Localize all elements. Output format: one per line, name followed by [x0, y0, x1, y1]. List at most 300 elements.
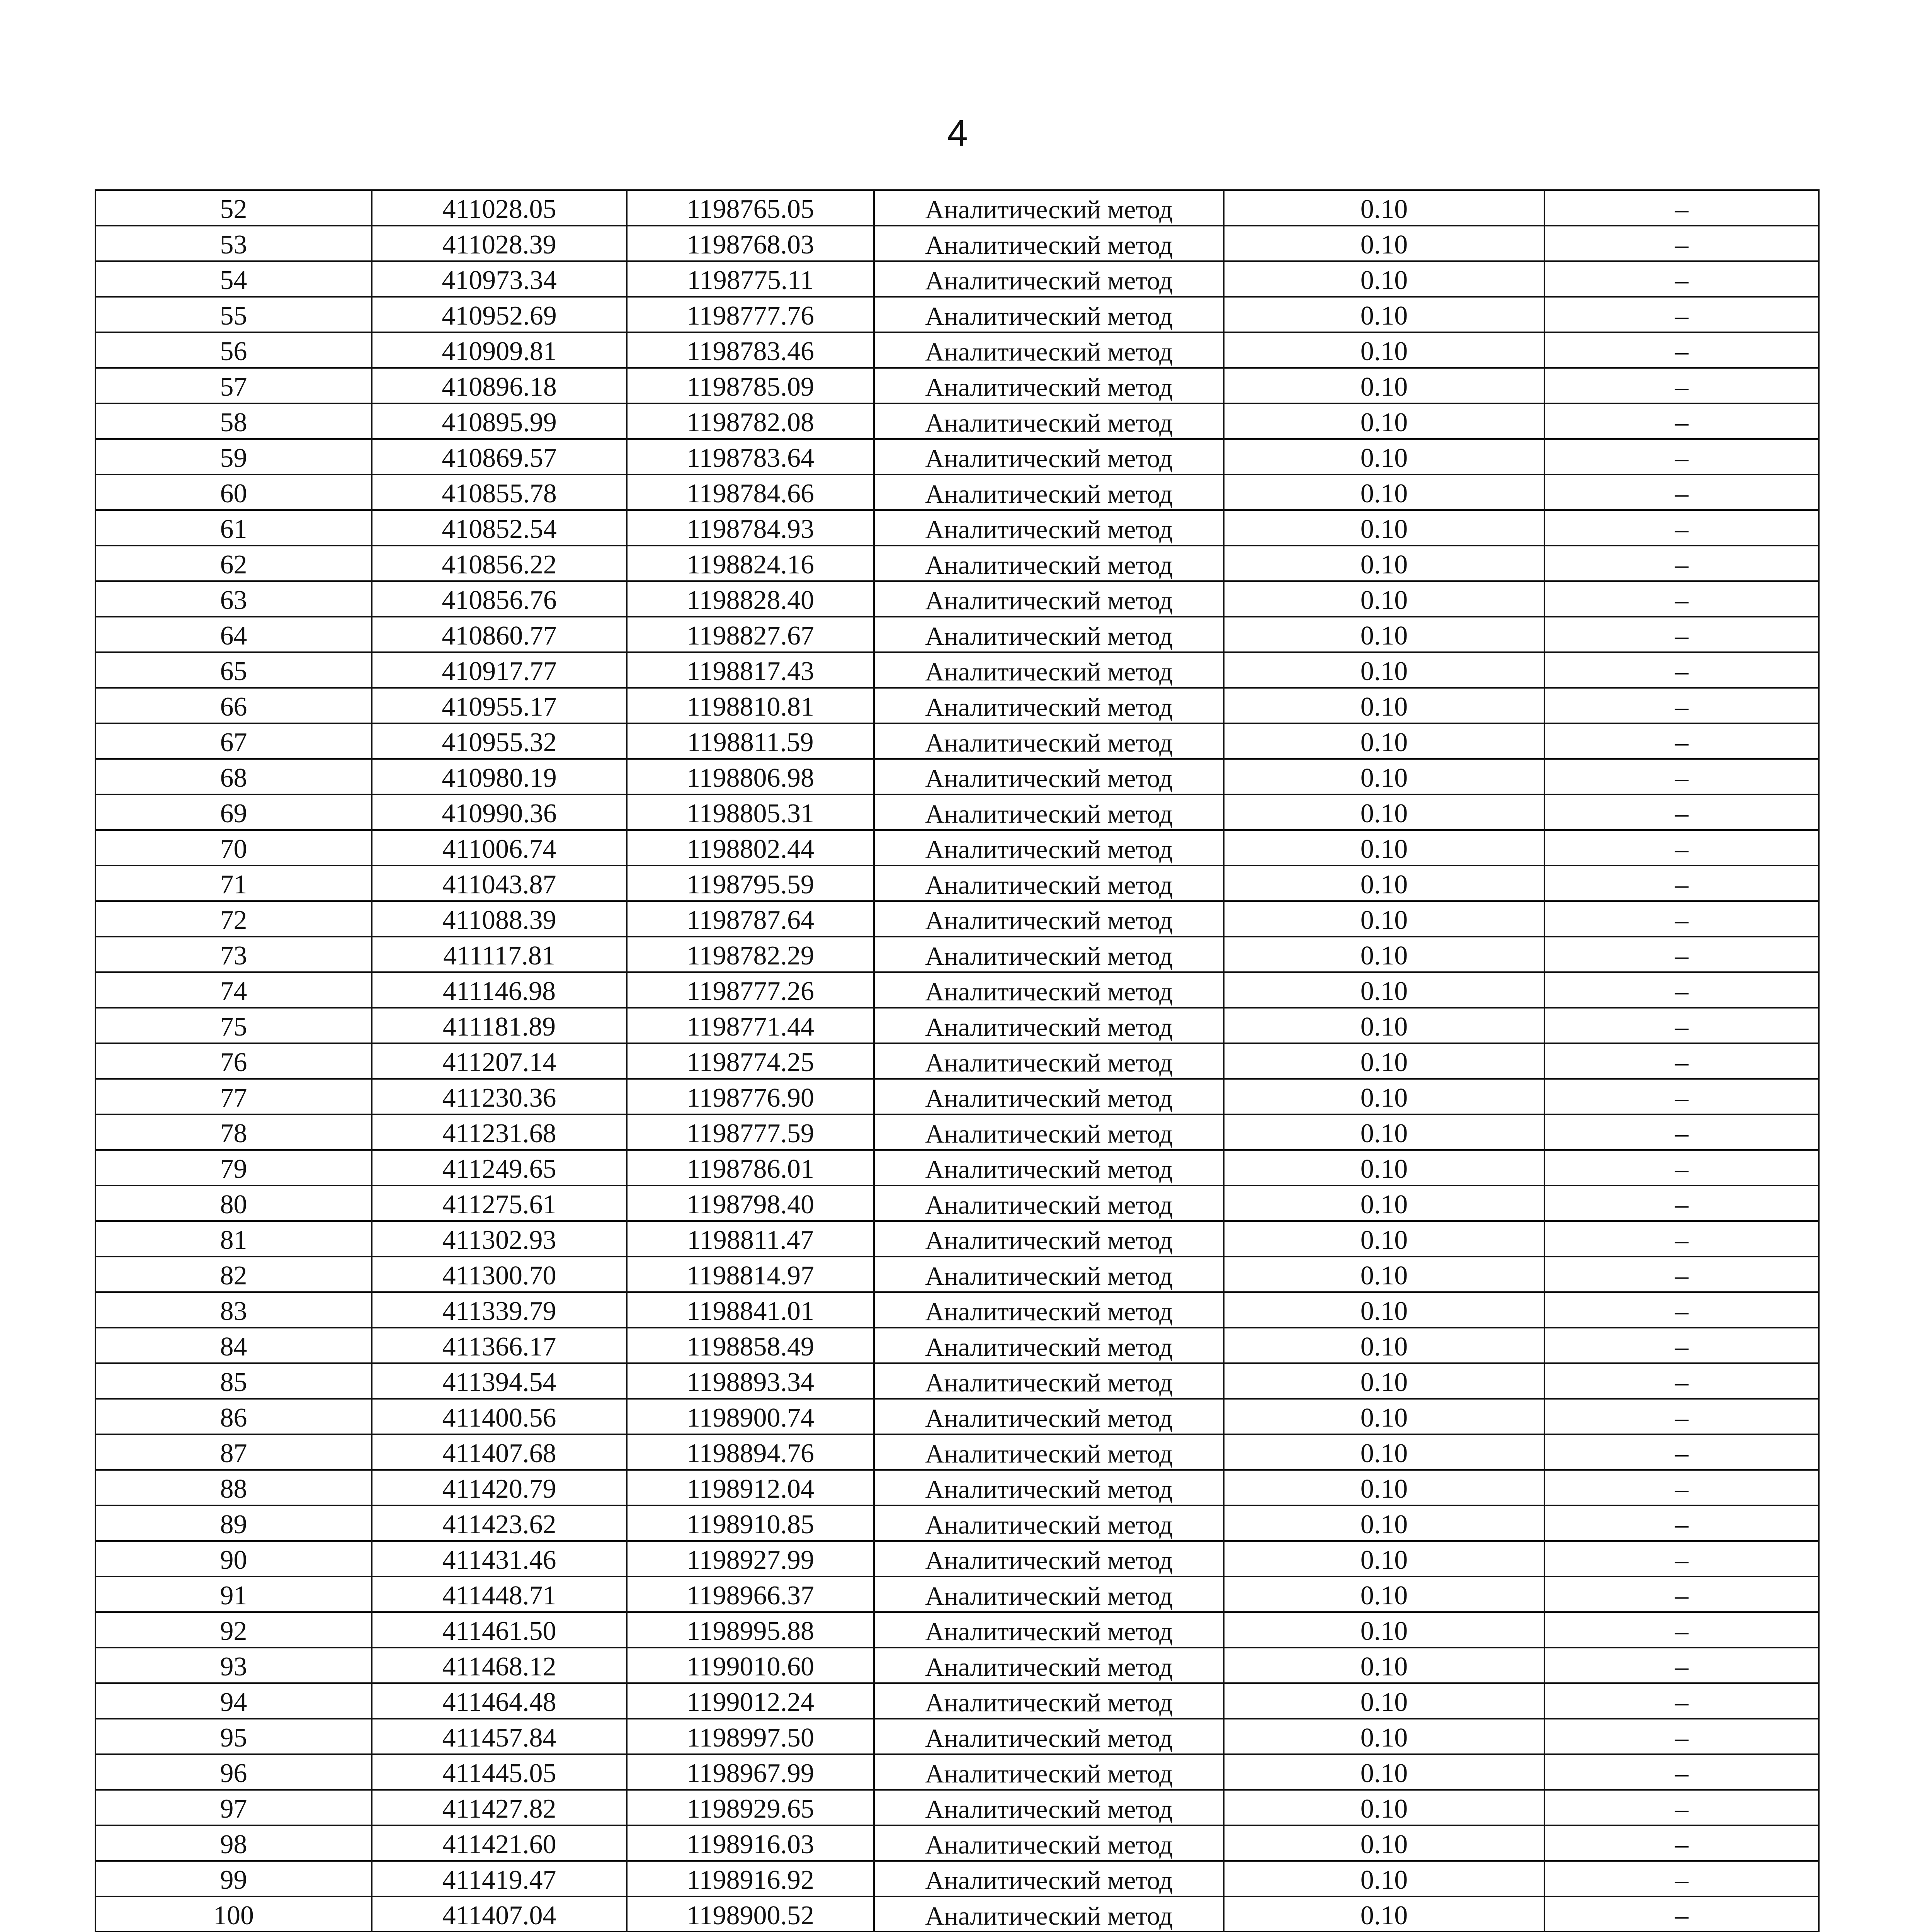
cell-coordinate-x: 411419.47	[372, 1861, 627, 1896]
cell-coordinate-x: 410955.32	[372, 723, 627, 759]
cell-method: Аналитический метод	[874, 1825, 1224, 1861]
cell-point-number: 72	[95, 901, 372, 937]
table-row	[95, 972, 1819, 1008]
table-row	[95, 439, 1819, 474]
cell-method: Аналитический метод	[874, 1079, 1224, 1114]
cell-point-number: 52	[95, 190, 372, 226]
cell-coordinate-x: 411420.79	[372, 1470, 627, 1505]
table-row	[95, 688, 1819, 723]
cell-method: Аналитический метод	[874, 1541, 1224, 1577]
table-row	[95, 1114, 1819, 1150]
cell-accuracy: 0.10	[1224, 546, 1544, 581]
cell-coordinate-x: 411366.17	[372, 1328, 627, 1363]
cell-point-number: 89	[95, 1505, 372, 1541]
cell-coordinate-y: 1198776.90	[627, 1079, 874, 1114]
table-row	[95, 652, 1819, 688]
cell-accuracy: 0.10	[1224, 937, 1544, 972]
cell-accuracy: 0.10	[1224, 1363, 1544, 1399]
page-number: 4	[947, 112, 968, 154]
table-row	[95, 1790, 1819, 1825]
cell-coordinate-y: 1198912.04	[627, 1470, 874, 1505]
cell-point-number: 93	[95, 1648, 372, 1683]
cell-coordinate-y: 1199010.60	[627, 1648, 874, 1683]
cell-accuracy: 0.10	[1224, 1825, 1544, 1861]
cell-point-number: 66	[95, 688, 372, 723]
cell-coordinate-y: 1198805.31	[627, 794, 874, 830]
cell-point-number: 65	[95, 652, 372, 688]
table-row	[95, 1079, 1819, 1114]
cell-method: Аналитический метод	[874, 546, 1224, 581]
table-row	[95, 474, 1819, 510]
cell-coordinate-y: 1198858.49	[627, 1328, 874, 1363]
cell-accuracy: 0.10	[1224, 1114, 1544, 1150]
cell-accuracy: 0.10	[1224, 332, 1544, 368]
cell-note: –	[1544, 1790, 1819, 1825]
cell-accuracy: 0.10	[1224, 617, 1544, 652]
cell-note: –	[1544, 1541, 1819, 1577]
cell-method: Аналитический метод	[874, 1861, 1224, 1896]
cell-coordinate-y: 1198785.09	[627, 368, 874, 403]
cell-coordinate-x: 410852.54	[372, 510, 627, 546]
cell-accuracy: 0.10	[1224, 1043, 1544, 1079]
cell-accuracy: 0.10	[1224, 723, 1544, 759]
cell-point-number: 61	[95, 510, 372, 546]
cell-coordinate-y: 1198774.25	[627, 1043, 874, 1079]
coordinates-table	[95, 189, 1820, 1932]
cell-note: –	[1544, 1079, 1819, 1114]
cell-coordinate-y: 1198782.29	[627, 937, 874, 972]
table-row	[95, 901, 1819, 937]
cell-method: Аналитический метод	[874, 474, 1224, 510]
cell-method: Аналитический метод	[874, 1577, 1224, 1612]
table-row	[95, 830, 1819, 866]
cell-method: Аналитический метод	[874, 1505, 1224, 1541]
cell-coordinate-x: 411146.98	[372, 972, 627, 1008]
table-row	[95, 1008, 1819, 1043]
cell-point-number: 69	[95, 794, 372, 830]
cell-coordinate-x: 411006.74	[372, 830, 627, 866]
cell-note: –	[1544, 937, 1819, 972]
cell-coordinate-y: 1198841.01	[627, 1292, 874, 1328]
cell-accuracy: 0.10	[1224, 1541, 1544, 1577]
cell-coordinate-x: 411117.81	[372, 937, 627, 972]
cell-method: Аналитический метод	[874, 403, 1224, 439]
cell-coordinate-y: 1198784.66	[627, 474, 874, 510]
cell-coordinate-y: 1198900.74	[627, 1399, 874, 1434]
cell-coordinate-y: 1198810.81	[627, 688, 874, 723]
cell-note: –	[1544, 1612, 1819, 1648]
cell-coordinate-x: 411468.12	[372, 1648, 627, 1683]
cell-note: –	[1544, 1185, 1819, 1221]
cell-coordinate-x: 410909.81	[372, 332, 627, 368]
cell-method: Аналитический метод	[874, 759, 1224, 794]
cell-coordinate-y: 1198967.99	[627, 1754, 874, 1790]
cell-note: –	[1544, 510, 1819, 546]
cell-accuracy: 0.10	[1224, 510, 1544, 546]
cell-note: –	[1544, 1434, 1819, 1470]
cell-coordinate-x: 411230.36	[372, 1079, 627, 1114]
cell-accuracy: 0.10	[1224, 1470, 1544, 1505]
cell-point-number: 81	[95, 1221, 372, 1257]
cell-coordinate-x: 410917.77	[372, 652, 627, 688]
cell-accuracy: 0.10	[1224, 368, 1544, 403]
cell-coordinate-y: 1198900.52	[627, 1896, 874, 1932]
table-row	[95, 1754, 1819, 1790]
cell-note: –	[1544, 1150, 1819, 1185]
cell-note: –	[1544, 1399, 1819, 1434]
table-row	[95, 1541, 1819, 1577]
cell-method: Аналитический метод	[874, 190, 1224, 226]
cell-point-number: 75	[95, 1008, 372, 1043]
cell-coordinate-y: 1198798.40	[627, 1185, 874, 1221]
cell-coordinate-y: 1198784.93	[627, 510, 874, 546]
cell-method: Аналитический метод	[874, 332, 1224, 368]
cell-note: –	[1544, 1328, 1819, 1363]
cell-accuracy: 0.10	[1224, 830, 1544, 866]
cell-method: Аналитический метод	[874, 1896, 1224, 1932]
cell-note: –	[1544, 1861, 1819, 1896]
cell-note: –	[1544, 439, 1819, 474]
cell-coordinate-y: 1198787.64	[627, 901, 874, 937]
cell-accuracy: 0.10	[1224, 1185, 1544, 1221]
cell-coordinate-x: 411431.46	[372, 1541, 627, 1577]
cell-accuracy: 0.10	[1224, 403, 1544, 439]
cell-method: Аналитический метод	[874, 226, 1224, 261]
cell-method: Аналитический метод	[874, 723, 1224, 759]
cell-point-number: 77	[95, 1079, 372, 1114]
cell-note: –	[1544, 830, 1819, 866]
cell-method: Аналитический метод	[874, 1363, 1224, 1399]
cell-coordinate-x: 410973.34	[372, 261, 627, 297]
cell-coordinate-y: 1198966.37	[627, 1577, 874, 1612]
cell-coordinate-y: 1198916.03	[627, 1825, 874, 1861]
cell-method: Аналитический метод	[874, 1790, 1224, 1825]
table-row	[95, 1470, 1819, 1505]
cell-note: –	[1544, 794, 1819, 830]
cell-coordinate-y: 1198765.05	[627, 190, 874, 226]
cell-accuracy: 0.10	[1224, 1079, 1544, 1114]
cell-note: –	[1544, 972, 1819, 1008]
cell-method: Аналитический метод	[874, 794, 1224, 830]
cell-coordinate-x: 411461.50	[372, 1612, 627, 1648]
cell-point-number: 64	[95, 617, 372, 652]
table-row	[95, 1043, 1819, 1079]
cell-accuracy: 0.10	[1224, 688, 1544, 723]
cell-method: Аналитический метод	[874, 1328, 1224, 1363]
table-row	[95, 403, 1819, 439]
cell-coordinate-x: 411457.84	[372, 1719, 627, 1754]
cell-method: Аналитический метод	[874, 368, 1224, 403]
cell-accuracy: 0.10	[1224, 1683, 1544, 1719]
cell-coordinate-x: 410952.69	[372, 297, 627, 332]
cell-point-number: 56	[95, 332, 372, 368]
cell-coordinate-x: 411394.54	[372, 1363, 627, 1399]
cell-coordinate-x: 410896.18	[372, 368, 627, 403]
cell-coordinate-y: 1198783.46	[627, 332, 874, 368]
cell-point-number: 94	[95, 1683, 372, 1719]
cell-accuracy: 0.10	[1224, 1577, 1544, 1612]
cell-coordinate-y: 1198927.99	[627, 1541, 874, 1577]
cell-note: –	[1544, 1292, 1819, 1328]
cell-point-number: 55	[95, 297, 372, 332]
cell-method: Аналитический метод	[874, 1612, 1224, 1648]
cell-note: –	[1544, 581, 1819, 617]
cell-accuracy: 0.10	[1224, 1221, 1544, 1257]
table-row	[95, 226, 1819, 261]
cell-note: –	[1544, 1008, 1819, 1043]
cell-note: –	[1544, 474, 1819, 510]
cell-coordinate-x: 411231.68	[372, 1114, 627, 1150]
cell-coordinate-x: 411400.56	[372, 1399, 627, 1434]
cell-coordinate-x: 411407.04	[372, 1896, 627, 1932]
cell-coordinate-y: 1198806.98	[627, 759, 874, 794]
table-row	[95, 937, 1819, 972]
cell-point-number: 74	[95, 972, 372, 1008]
cell-coordinate-x: 411181.89	[372, 1008, 627, 1043]
table-row	[95, 1719, 1819, 1754]
cell-coordinate-y: 1198824.16	[627, 546, 874, 581]
cell-coordinate-y: 1198811.59	[627, 723, 874, 759]
cell-coordinate-y: 1198929.65	[627, 1790, 874, 1825]
cell-note: –	[1544, 1363, 1819, 1399]
cell-point-number: 98	[95, 1825, 372, 1861]
cell-coordinate-x: 410860.77	[372, 617, 627, 652]
cell-coordinate-y: 1198893.34	[627, 1363, 874, 1399]
cell-coordinate-y: 1198997.50	[627, 1719, 874, 1754]
cell-coordinate-x: 411427.82	[372, 1790, 627, 1825]
table-row	[95, 1328, 1819, 1363]
cell-note: –	[1544, 1825, 1819, 1861]
cell-accuracy: 0.10	[1224, 1328, 1544, 1363]
cell-coordinate-x: 411300.70	[372, 1257, 627, 1292]
cell-accuracy: 0.10	[1224, 652, 1544, 688]
cell-note: –	[1544, 1896, 1819, 1932]
cell-point-number: 86	[95, 1399, 372, 1434]
cell-point-number: 73	[95, 937, 372, 972]
cell-point-number: 54	[95, 261, 372, 297]
table-row	[95, 1363, 1819, 1399]
cell-point-number: 80	[95, 1185, 372, 1221]
cell-note: –	[1544, 368, 1819, 403]
table-row	[95, 297, 1819, 332]
cell-accuracy: 0.10	[1224, 1008, 1544, 1043]
cell-point-number: 99	[95, 1861, 372, 1896]
cell-method: Аналитический метод	[874, 1648, 1224, 1683]
table-row	[95, 1434, 1819, 1470]
cell-coordinate-x: 411043.87	[372, 866, 627, 901]
cell-point-number: 96	[95, 1754, 372, 1790]
cell-method: Аналитический метод	[874, 1719, 1224, 1754]
cell-note: –	[1544, 1577, 1819, 1612]
cell-point-number: 84	[95, 1328, 372, 1363]
cell-coordinate-x: 411275.61	[372, 1185, 627, 1221]
cell-note: –	[1544, 297, 1819, 332]
cell-accuracy: 0.10	[1224, 474, 1544, 510]
cell-coordinate-x: 411249.65	[372, 1150, 627, 1185]
cell-coordinate-x: 411339.79	[372, 1292, 627, 1328]
cell-coordinate-x: 411421.60	[372, 1825, 627, 1861]
cell-point-number: 91	[95, 1577, 372, 1612]
cell-coordinate-x: 410955.17	[372, 688, 627, 723]
cell-accuracy: 0.10	[1224, 1292, 1544, 1328]
cell-accuracy: 0.10	[1224, 581, 1544, 617]
cell-method: Аналитический метод	[874, 1008, 1224, 1043]
cell-method: Аналитический метод	[874, 1434, 1224, 1470]
cell-accuracy: 0.10	[1224, 1896, 1544, 1932]
cell-coordinate-y: 1198786.01	[627, 1150, 874, 1185]
cell-note: –	[1544, 1648, 1819, 1683]
cell-method: Аналитический метод	[874, 1683, 1224, 1719]
cell-accuracy: 0.10	[1224, 759, 1544, 794]
cell-coordinate-x: 410990.36	[372, 794, 627, 830]
cell-point-number: 83	[95, 1292, 372, 1328]
cell-method: Аналитический метод	[874, 866, 1224, 901]
cell-method: Аналитический метод	[874, 830, 1224, 866]
cell-accuracy: 0.10	[1224, 1612, 1544, 1648]
cell-coordinate-y: 1198828.40	[627, 581, 874, 617]
cell-point-number: 59	[95, 439, 372, 474]
cell-method: Аналитический метод	[874, 1292, 1224, 1328]
cell-coordinate-x: 410869.57	[372, 439, 627, 474]
cell-note: –	[1544, 688, 1819, 723]
cell-accuracy: 0.10	[1224, 794, 1544, 830]
cell-coordinate-y: 1198910.85	[627, 1505, 874, 1541]
cell-coordinate-x: 410855.78	[372, 474, 627, 510]
cell-coordinate-y: 1198827.67	[627, 617, 874, 652]
cell-note: –	[1544, 1114, 1819, 1150]
table-row	[95, 581, 1819, 617]
cell-accuracy: 0.10	[1224, 1399, 1544, 1434]
cell-point-number: 53	[95, 226, 372, 261]
cell-method: Аналитический метод	[874, 261, 1224, 297]
cell-coordinate-y: 1198802.44	[627, 830, 874, 866]
cell-note: –	[1544, 261, 1819, 297]
cell-note: –	[1544, 1257, 1819, 1292]
cell-accuracy: 0.10	[1224, 226, 1544, 261]
table-row	[95, 1612, 1819, 1648]
cell-note: –	[1544, 723, 1819, 759]
cell-note: –	[1544, 1221, 1819, 1257]
cell-method: Аналитический метод	[874, 1754, 1224, 1790]
cell-method: Аналитический метод	[874, 1150, 1224, 1185]
cell-method: Аналитический метод	[874, 510, 1224, 546]
table-row	[95, 546, 1819, 581]
cell-coordinate-x: 410856.76	[372, 581, 627, 617]
cell-note: –	[1544, 332, 1819, 368]
table-row	[95, 368, 1819, 403]
cell-accuracy: 0.10	[1224, 866, 1544, 901]
cell-coordinate-x: 411423.62	[372, 1505, 627, 1541]
cell-accuracy: 0.10	[1224, 1505, 1544, 1541]
cell-note: –	[1544, 759, 1819, 794]
cell-note: –	[1544, 190, 1819, 226]
cell-coordinate-y: 1198894.76	[627, 1434, 874, 1470]
coordinates-table-body	[95, 190, 1819, 1932]
cell-point-number: 85	[95, 1363, 372, 1399]
cell-point-number: 82	[95, 1257, 372, 1292]
cell-point-number: 63	[95, 581, 372, 617]
cell-note: –	[1544, 1043, 1819, 1079]
cell-point-number: 70	[95, 830, 372, 866]
table-row	[95, 261, 1819, 297]
cell-method: Аналитический метод	[874, 688, 1224, 723]
cell-accuracy: 0.10	[1224, 1719, 1544, 1754]
cell-coordinate-y: 1198777.76	[627, 297, 874, 332]
table-row	[95, 1399, 1819, 1434]
cell-coordinate-x: 411407.68	[372, 1434, 627, 1470]
cell-coordinate-y: 1198777.26	[627, 972, 874, 1008]
cell-coordinate-x: 410895.99	[372, 403, 627, 439]
cell-coordinate-x: 411088.39	[372, 901, 627, 937]
cell-coordinate-y: 1198771.44	[627, 1008, 874, 1043]
cell-coordinate-y: 1198795.59	[627, 866, 874, 901]
cell-coordinate-y: 1198768.03	[627, 226, 874, 261]
cell-point-number: 67	[95, 723, 372, 759]
table-row	[95, 1292, 1819, 1328]
cell-accuracy: 0.10	[1224, 1257, 1544, 1292]
cell-point-number: 90	[95, 1541, 372, 1577]
cell-note: –	[1544, 866, 1819, 901]
table-row	[95, 1896, 1819, 1932]
cell-note: –	[1544, 403, 1819, 439]
cell-coordinate-y: 1199012.24	[627, 1683, 874, 1719]
cell-note: –	[1544, 1505, 1819, 1541]
table-row	[95, 1577, 1819, 1612]
cell-accuracy: 0.10	[1224, 261, 1544, 297]
cell-method: Аналитический метод	[874, 1221, 1224, 1257]
cell-coordinate-y: 1198777.59	[627, 1114, 874, 1150]
table-row	[95, 1505, 1819, 1541]
cell-accuracy: 0.10	[1224, 439, 1544, 474]
cell-coordinate-y: 1198995.88	[627, 1612, 874, 1648]
cell-point-number: 57	[95, 368, 372, 403]
cell-point-number: 95	[95, 1719, 372, 1754]
cell-coordinate-x: 411464.48	[372, 1683, 627, 1719]
cell-point-number: 88	[95, 1470, 372, 1505]
cell-point-number: 62	[95, 546, 372, 581]
table-row	[95, 794, 1819, 830]
cell-accuracy: 0.10	[1224, 1150, 1544, 1185]
cell-method: Аналитический метод	[874, 901, 1224, 937]
cell-point-number: 71	[95, 866, 372, 901]
cell-point-number: 97	[95, 1790, 372, 1825]
cell-coordinate-y: 1198775.11	[627, 261, 874, 297]
cell-method: Аналитический метод	[874, 972, 1224, 1008]
cell-note: –	[1544, 226, 1819, 261]
cell-coordinate-x: 411448.71	[372, 1577, 627, 1612]
cell-coordinate-x: 411207.14	[372, 1043, 627, 1079]
table-row	[95, 1150, 1819, 1185]
cell-accuracy: 0.10	[1224, 1861, 1544, 1896]
cell-accuracy: 0.10	[1224, 1754, 1544, 1790]
table-row	[95, 1257, 1819, 1292]
cell-coordinate-y: 1198916.92	[627, 1861, 874, 1896]
cell-coordinate-x: 410856.22	[372, 546, 627, 581]
cell-accuracy: 0.10	[1224, 1648, 1544, 1683]
cell-coordinate-x: 410980.19	[372, 759, 627, 794]
cell-method: Аналитический метод	[874, 1043, 1224, 1079]
cell-point-number: 58	[95, 403, 372, 439]
cell-method: Аналитический метод	[874, 1185, 1224, 1221]
table-row	[95, 1861, 1819, 1896]
cell-point-number: 79	[95, 1150, 372, 1185]
cell-method: Аналитический метод	[874, 439, 1224, 474]
cell-method: Аналитический метод	[874, 581, 1224, 617]
cell-accuracy: 0.10	[1224, 190, 1544, 226]
cell-accuracy: 0.10	[1224, 297, 1544, 332]
cell-point-number: 60	[95, 474, 372, 510]
cell-point-number: 78	[95, 1114, 372, 1150]
